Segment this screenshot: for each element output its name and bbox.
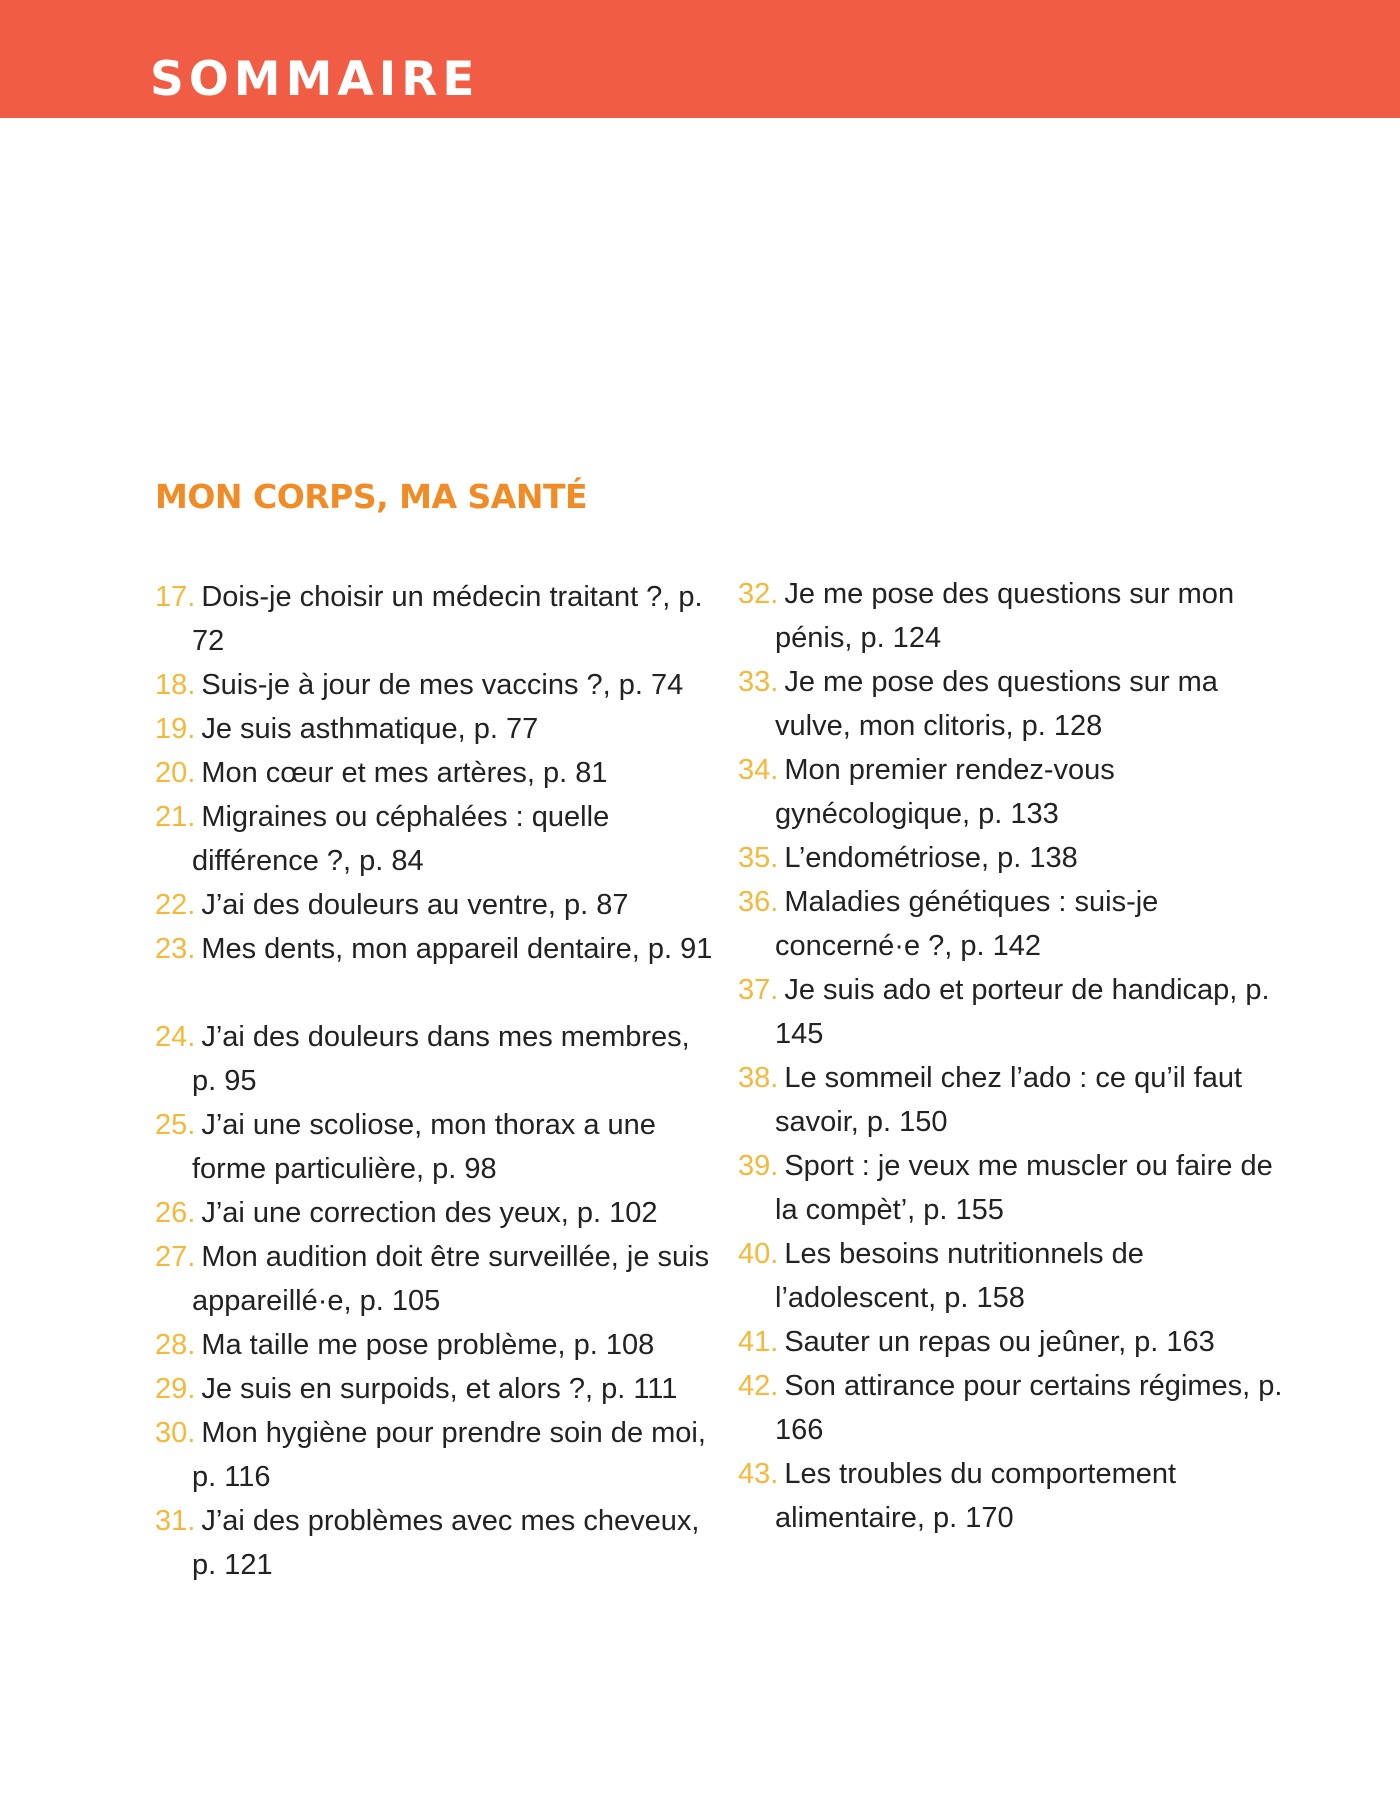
toc-right-column <box>738 572 1298 1540</box>
toc-item-number: 39. <box>738 1150 779 1182</box>
toc-item-43[interactable] <box>738 1452 1298 1540</box>
toc-item-number: 22. <box>155 889 196 921</box>
toc-item-41[interactable] <box>738 1320 1298 1364</box>
toc-item-number: 30. <box>155 1417 196 1449</box>
toc-item-22[interactable] <box>155 883 715 927</box>
toc-item-text: Mon cœur et mes artères, p. 81 <box>201 757 608 789</box>
toc-item-23[interactable] <box>155 927 715 1015</box>
toc-item-text: Migraines ou céphalées : quelle différence ?, p. 84 <box>192 801 610 877</box>
toc-item-text: J’ai des douleurs au ventre, p. 87 <box>201 889 629 921</box>
toc-item-25[interactable] <box>155 1103 715 1191</box>
toc-item-27[interactable] <box>155 1235 715 1323</box>
toc-item-number: 28. <box>155 1329 196 1361</box>
toc-item-number: 19. <box>155 713 196 745</box>
toc-item-34[interactable] <box>738 748 1298 836</box>
toc-item-text: Les besoins nutritionnels de l’adolescent, p. 158 <box>775 1238 1144 1314</box>
toc-item-32[interactable] <box>738 572 1298 660</box>
toc-item-number: 34. <box>738 754 779 786</box>
toc-item-number: 21. <box>155 801 196 833</box>
toc-item-number: 24. <box>155 1021 196 1053</box>
toc-item-text: Sauter un repas ou jeûner, p. 163 <box>784 1326 1215 1358</box>
toc-item-number: 33. <box>738 666 779 698</box>
toc-item-text: J’ai des problèmes avec mes cheveux, p. 121 <box>192 1505 700 1581</box>
toc-item-26[interactable] <box>155 1191 715 1235</box>
toc-item-21[interactable] <box>155 795 715 883</box>
toc-item-38[interactable] <box>738 1056 1298 1144</box>
toc-item-number: 29. <box>155 1373 196 1405</box>
toc-item-number: 17. <box>155 581 196 613</box>
toc-item-text: Mon hygiène pour prendre soin de moi, p. 116 <box>192 1417 706 1493</box>
toc-item-29[interactable] <box>155 1367 715 1411</box>
toc-item-number: 38. <box>738 1062 779 1094</box>
toc-item-19[interactable] <box>155 707 715 751</box>
toc-item-number: 37. <box>738 974 779 1006</box>
toc-item-30[interactable] <box>155 1411 715 1499</box>
toc-item-17[interactable] <box>155 575 715 663</box>
toc-item-text: Je suis ado et porteur de handicap, p. 145 <box>775 974 1270 1050</box>
toc-item-text: Son attirance pour certains régimes, p. 166 <box>775 1370 1283 1446</box>
toc-item-number: 42. <box>738 1370 779 1402</box>
toc-item-37[interactable] <box>738 968 1298 1056</box>
toc-item-number: 31. <box>155 1505 196 1537</box>
toc-item-text: Le sommeil chez l’ado : ce qu’il faut savoir, p. 150 <box>775 1062 1243 1138</box>
toc-item-35[interactable] <box>738 836 1298 880</box>
toc-item-number: 18. <box>155 669 196 701</box>
toc-item-18[interactable] <box>155 663 715 707</box>
toc-item-number: 40. <box>738 1238 779 1270</box>
toc-item-40[interactable] <box>738 1232 1298 1320</box>
toc-item-number: 26. <box>155 1197 196 1229</box>
toc-item-text: J’ai une scoliose, mon thorax a une forme particulière, p. 98 <box>192 1109 656 1185</box>
toc-item-20[interactable] <box>155 751 715 795</box>
toc-item-number: 35. <box>738 842 779 874</box>
toc-item-text: Je me pose des questions sur mon pénis, p. 124 <box>775 578 1235 654</box>
page-title: SOMMAIRE <box>150 52 480 107</box>
toc-item-text: Je suis asthmatique, p. 77 <box>201 713 539 745</box>
toc-item-text: Suis-je à jour de mes vaccins ?, p. 74 <box>201 669 684 701</box>
toc-item-24[interactable] <box>155 1015 715 1103</box>
toc-item-text: Je suis en surpoids, et alors ?, p. 111 <box>201 1373 678 1405</box>
toc-item-number: 23. <box>155 933 196 965</box>
toc-item-28[interactable] <box>155 1323 715 1367</box>
toc-item-text: Mon premier rendez-vous gynécologique, p. 133 <box>775 754 1115 830</box>
toc-item-number: 32. <box>738 578 779 610</box>
toc-item-text: Les troubles du comportement alimentaire, p. 170 <box>775 1458 1177 1534</box>
toc-item-number: 43. <box>738 1458 779 1490</box>
toc-item-text: J’ai une correction des yeux, p. 102 <box>201 1197 658 1229</box>
toc-item-number: 41. <box>738 1326 779 1358</box>
toc-item-text: Je me pose des questions sur ma vulve, mon clitoris, p. 128 <box>775 666 1218 742</box>
toc-item-text: Dois-je choisir un médecin traitant ?, p. 72 <box>192 581 703 657</box>
toc-item-text: Mes dents, mon appareil dentaire, p. 91 <box>201 933 713 965</box>
toc-item-33[interactable] <box>738 660 1298 748</box>
toc-item-text: Ma taille me pose problème, p. 108 <box>201 1329 655 1361</box>
toc-item-number: 20. <box>155 757 196 789</box>
header-band <box>0 0 1400 118</box>
toc-item-39[interactable] <box>738 1144 1298 1232</box>
toc-item-text: Mon audition doit être surveillée, je suis appareillé·e, p. 105 <box>192 1241 710 1317</box>
toc-item-text: J’ai des douleurs dans mes membres, p. 95 <box>192 1021 690 1097</box>
toc-item-number: 25. <box>155 1109 196 1141</box>
toc-item-text: Sport : je veux me muscler ou faire de la compèt’, p. 155 <box>775 1150 1273 1226</box>
toc-item-text: L’endométriose, p. 138 <box>784 842 1078 874</box>
toc-item-42[interactable] <box>738 1364 1298 1452</box>
toc-item-text: Maladies génétiques : suis-je concerné·e ?, p. 142 <box>775 886 1159 962</box>
toc-item-31[interactable] <box>155 1499 715 1587</box>
toc-item-number: 27. <box>155 1241 196 1273</box>
toc-item-number: 36. <box>738 886 779 918</box>
toc-item-36[interactable] <box>738 880 1298 968</box>
section-title: MON CORPS, MA SANTÉ <box>155 477 588 516</box>
toc-left-column <box>155 575 715 1587</box>
